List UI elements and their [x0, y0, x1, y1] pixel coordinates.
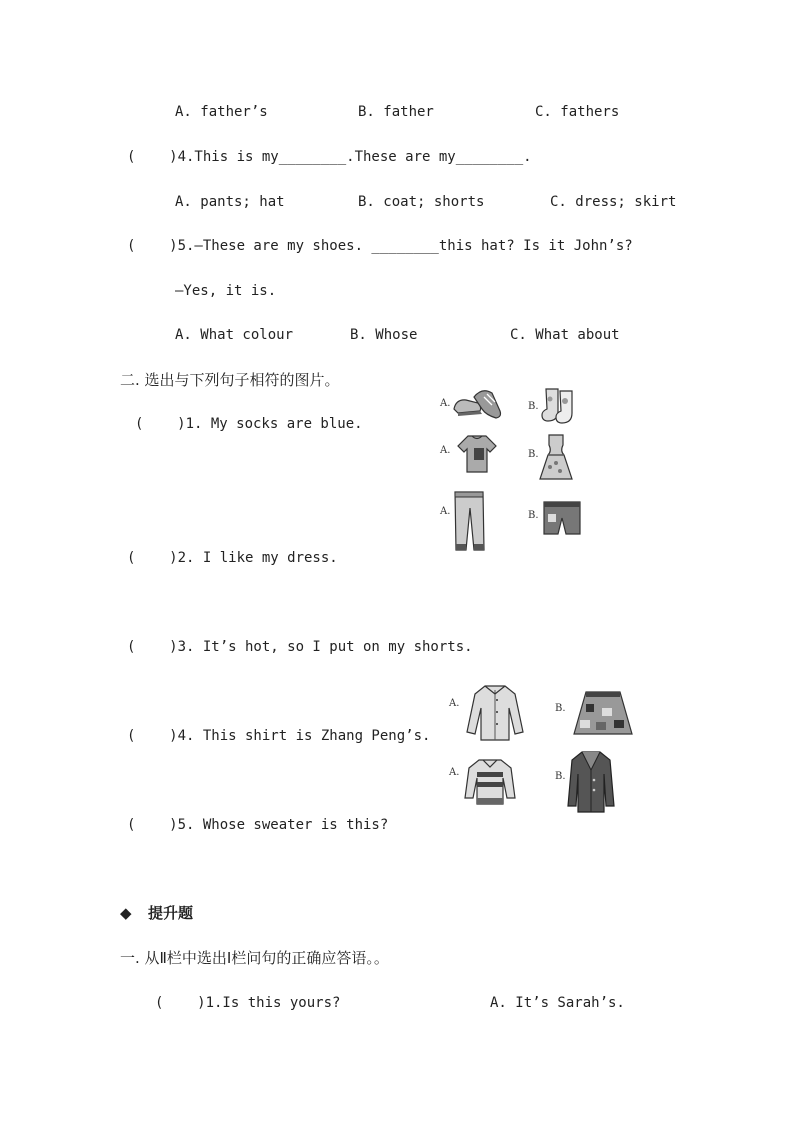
- sweater-picture: [463, 758, 517, 806]
- pic-label: A.: [440, 445, 451, 456]
- q3-option-b: B. father: [358, 104, 434, 120]
- q4-option-b: B. coat; shorts: [358, 194, 485, 210]
- shirt-picture: [465, 684, 525, 742]
- section2-item-4: ( )4. This shirt is Zhang Peng’s.: [127, 728, 431, 744]
- q4-option-a: A. pants; hat: [175, 194, 285, 210]
- q5-option-c: C. What about: [510, 327, 620, 343]
- q5-option-b: B. Whose: [350, 327, 418, 343]
- pic-label: B.: [528, 449, 539, 460]
- section2-item-3: ( )3. It’s hot, so I put on my shorts.: [127, 639, 473, 655]
- advanced-item-1: ( )1.Is this yours?: [155, 995, 341, 1011]
- pic-label: B.: [528, 510, 539, 521]
- q4-stem: ( )4.This is my________.These are my________.: [127, 149, 532, 165]
- socks-picture: [540, 387, 580, 427]
- q5-stem: ( )5.—These are my shoes. ________this hat? Is it John’s?: [127, 238, 633, 254]
- shorts-picture: [542, 500, 582, 538]
- q5-reply: —Yes, it is.: [175, 283, 277, 299]
- coat-picture: [566, 750, 616, 814]
- q3-option-c: C. fathers: [535, 104, 620, 120]
- advanced-bullet: ◆: [120, 904, 132, 922]
- pants-picture: [452, 490, 486, 554]
- advanced-section1-title: 一. 从Ⅱ栏中选出Ⅰ栏问句的正确应答语。。: [120, 949, 389, 967]
- advanced-answer-a: A. It’s Sarah’s.: [490, 995, 625, 1011]
- pic-label: A.: [440, 506, 451, 517]
- advanced-title: 提升题: [148, 904, 194, 922]
- section2-item-2: ( )2. I like my dress.: [127, 550, 338, 566]
- skirt-picture: [572, 690, 634, 738]
- q4-option-c: C. dress; skirt: [550, 194, 677, 210]
- pic-label: A.: [440, 398, 451, 409]
- section2-item-5: ( )5. Whose sweater is this?: [127, 817, 389, 833]
- pic-label: B.: [555, 771, 566, 782]
- q3-option-a: A. father’s: [175, 104, 268, 120]
- pic-label: A.: [449, 767, 460, 778]
- t-shirt-picture: [456, 434, 498, 474]
- section2-item-1: ( )1. My socks are blue.: [135, 416, 363, 432]
- section2-title: 二. 选出与下列句子相符的图片。: [120, 371, 340, 389]
- pic-label: B.: [555, 703, 566, 714]
- shoes-picture: [452, 385, 504, 423]
- dress-picture: [538, 433, 574, 483]
- pic-label: A.: [449, 698, 460, 709]
- q5-option-a: A. What colour: [175, 327, 294, 343]
- pic-label: B.: [528, 401, 539, 412]
